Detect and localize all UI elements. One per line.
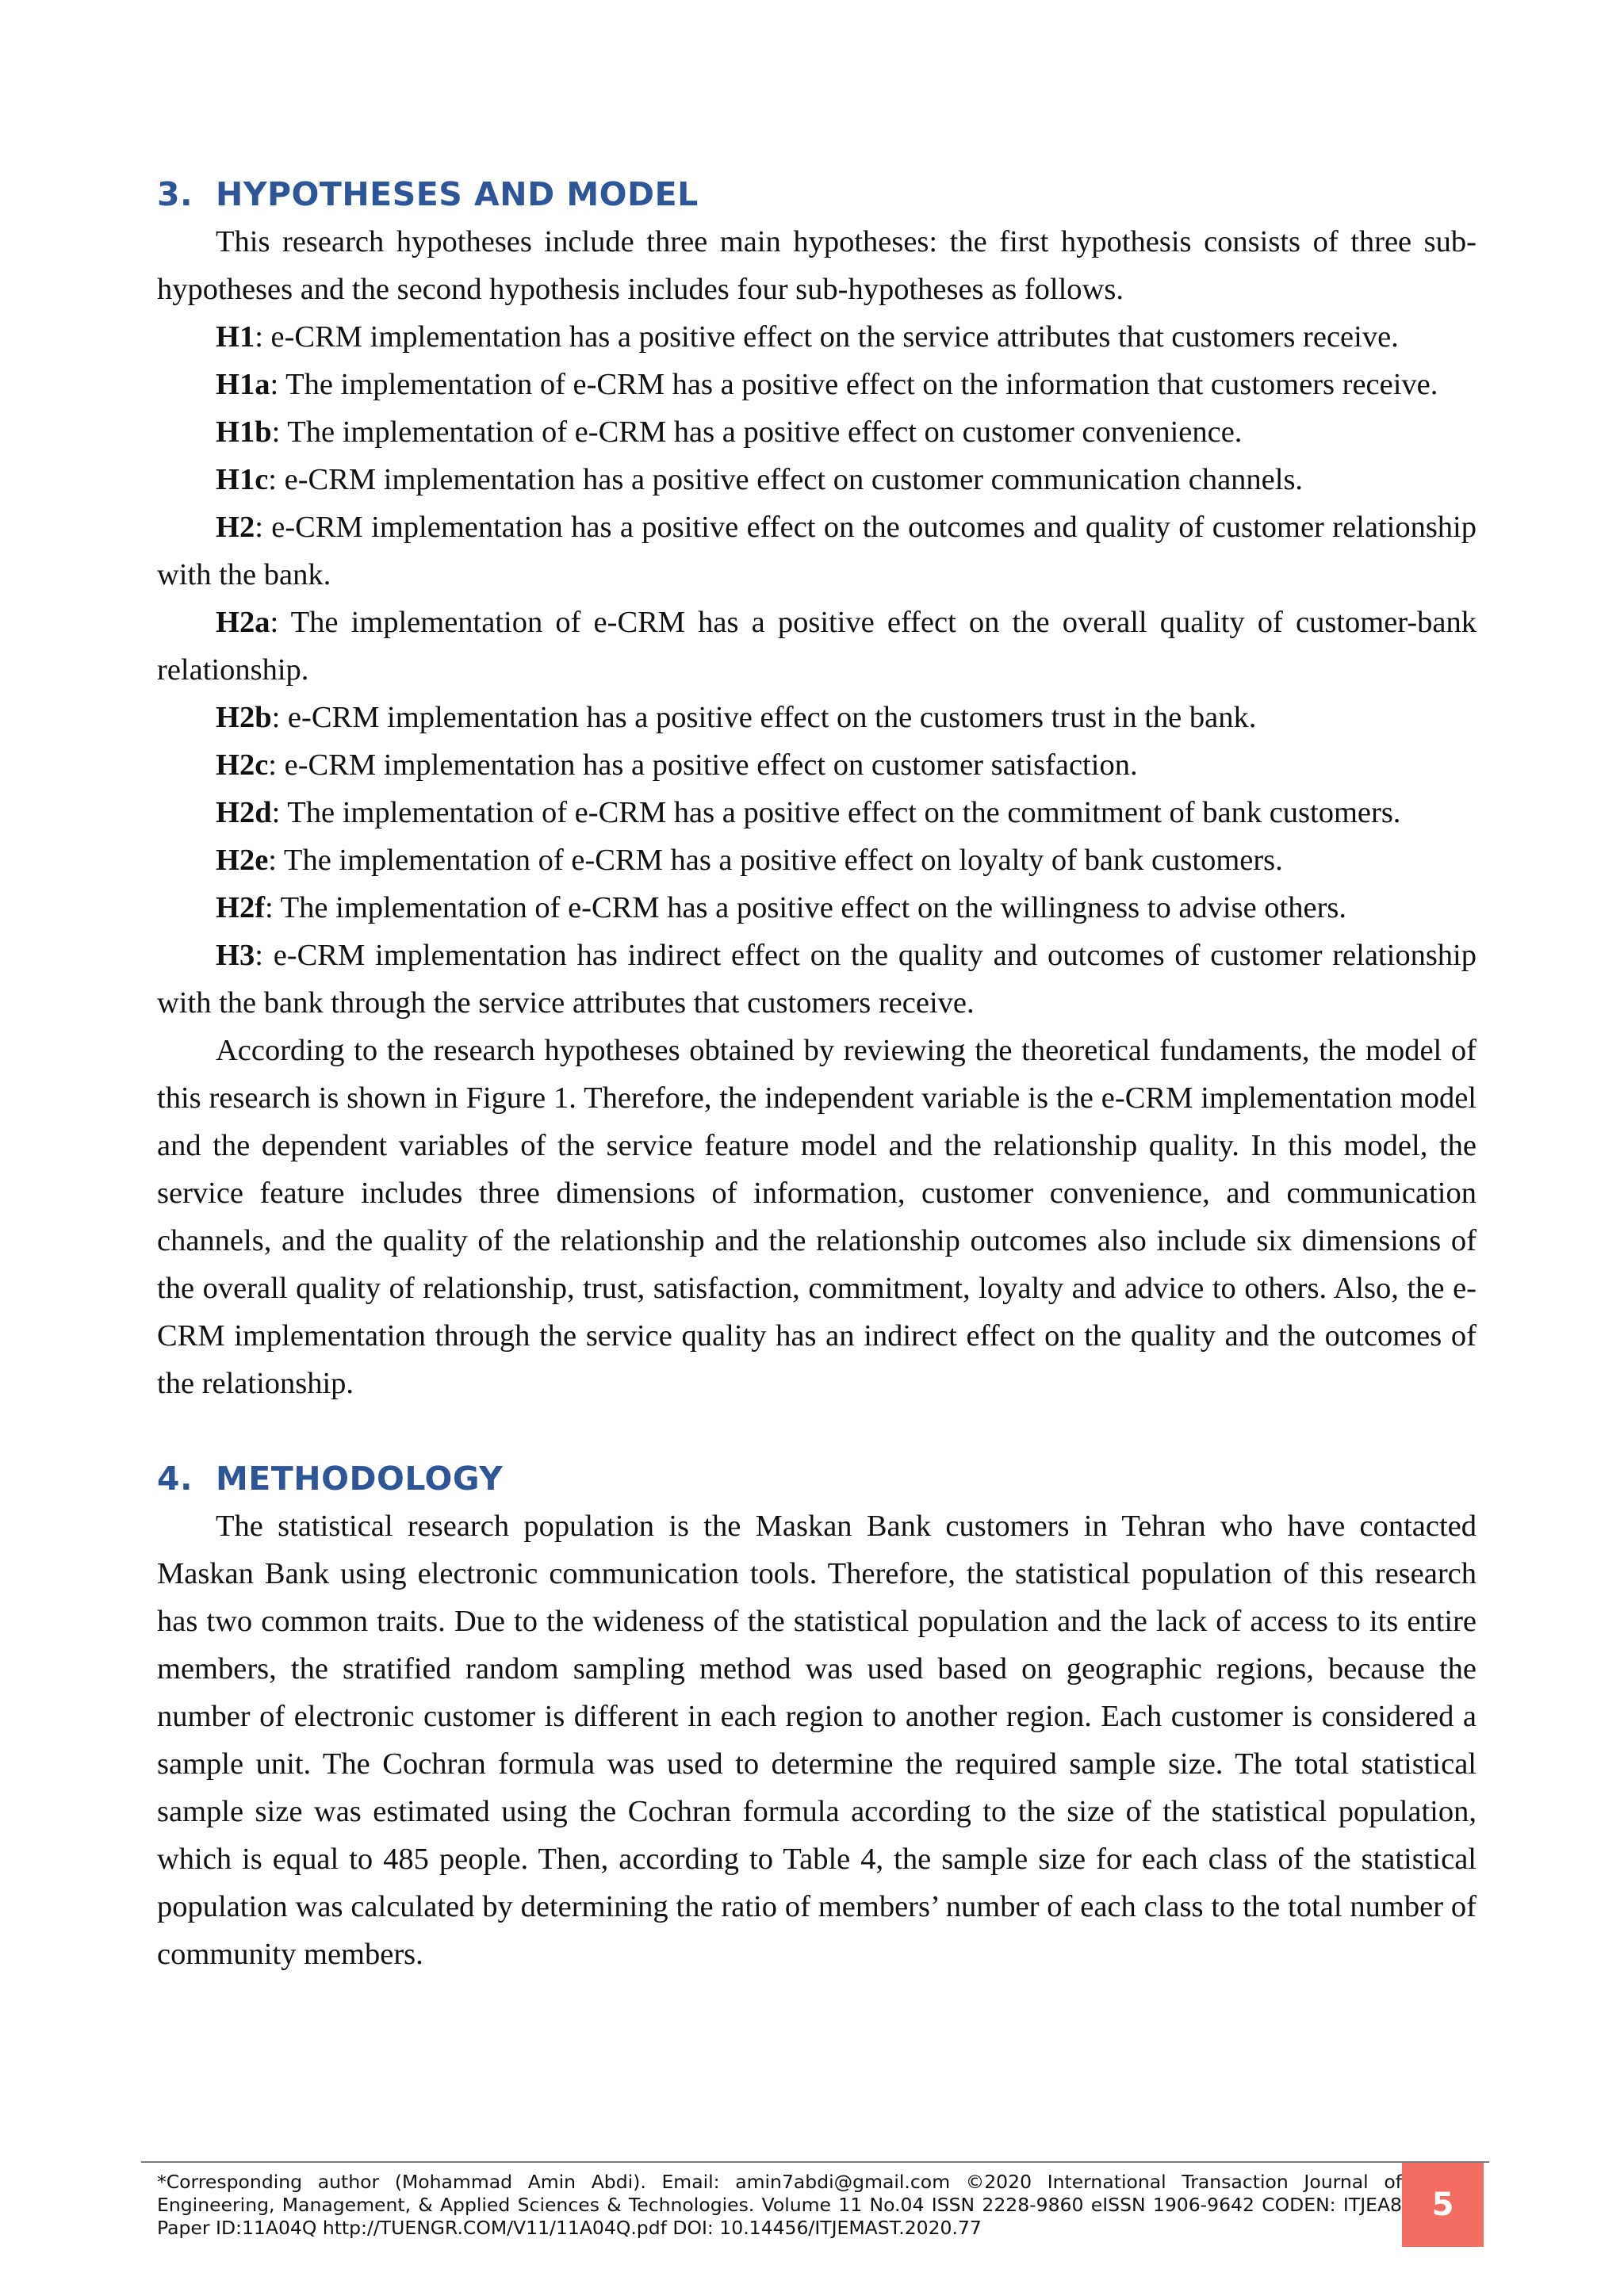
hypothesis-label: H2a bbox=[216, 606, 270, 639]
hypothesis-text: : The implementation of e-CRM has a positive effect on the information that customers receive. bbox=[270, 368, 1438, 401]
hypothesis-item bbox=[157, 361, 1477, 408]
hypothesis-item bbox=[157, 313, 1477, 361]
hypothesis-label: H1a bbox=[216, 368, 270, 401]
hypothesis-label: H2c bbox=[216, 748, 269, 782]
hypothesis-text: : e-CRM implementation has indirect effect on the quality and outcomes of customer relationship with the bank through the service attributes that customers receive. bbox=[157, 939, 1477, 1020]
hypothesis-label: H2 bbox=[216, 511, 255, 544]
hypothesis-text: : The implementation of e-CRM has a positive effect on the willingness to advise others. bbox=[265, 891, 1347, 924]
hypothesis-item bbox=[157, 789, 1477, 836]
hypothesis-item bbox=[157, 503, 1477, 599]
page-footer bbox=[141, 2161, 1489, 2239]
hypothesis-text: : e-CRM implementation has a positive effect on the service attributes that customers receive. bbox=[255, 320, 1399, 354]
hypothesis-text: : The implementation of e-CRM has a positive effect on loyalty of bank customers. bbox=[268, 844, 1283, 877]
section-spacer bbox=[157, 1407, 1477, 1455]
hypothesis-label: H2f bbox=[216, 891, 266, 924]
hypothesis-text: : The implementation of e-CRM has a positive effect on the overall quality of customer-bank relationship. bbox=[157, 606, 1477, 687]
hypothesis-item bbox=[157, 408, 1477, 456]
page-number-badge bbox=[1402, 2163, 1484, 2247]
intro-paragraph: This research hypotheses include three main hypotheses: the first hypothesis consists of three sub-hypotheses and the second hypothesis includes four sub-hypotheses as follows. bbox=[157, 225, 1477, 306]
methodology-paragraph: The statistical research population is the Maskan Bank customers in Tehran who have contacted Maskan Bank using electronic communication tools. Therefore, the statistical population of this research has two common traits. Due to the wideness of the statistical population and the lack of access to its entire members, the stratified random sampling method was used based on geographic regions, because the number of electronic customer is different in each region to another region. Each customer is considered a sample unit. The Cochran formula was used to determine the required sample size. The total statistical sample size was estimated using the Cochran formula according to the size of the statistical population, which is equal to 485 people. Then, according to Table 4, the sample size for each class of the statistical population was calculated by determining the ratio of members’ number of each class to the total number of community members. bbox=[157, 1510, 1477, 1971]
hypothesis-text: : e-CRM implementation has a positive effect on customer communication channels. bbox=[268, 463, 1304, 496]
hypotheses-list bbox=[157, 313, 1477, 1027]
hypothesis-item bbox=[157, 884, 1477, 932]
section-title: METHODOLOGY bbox=[216, 1460, 504, 1498]
hypothesis-item bbox=[157, 836, 1477, 884]
hypothesis-label: H2e bbox=[216, 844, 269, 877]
hypothesis-text: : e-CRM implementation has a positive effect on the outcomes and quality of customer relationship with the bank. bbox=[157, 511, 1477, 591]
hypothesis-item bbox=[157, 599, 1477, 694]
hypothesis-label: H1 bbox=[216, 320, 255, 354]
hypothesis-text: : The implementation of e-CRM has a positive effect on the commitment of bank customers. bbox=[271, 796, 1401, 829]
section-title: HYPOTHESES AND MODEL bbox=[216, 175, 699, 213]
hypothesis-text: : e-CRM implementation has a positive effect on the customers trust in the bank. bbox=[271, 701, 1257, 734]
hypothesis-text: : e-CRM implementation has a positive effect on customer satisfaction. bbox=[268, 748, 1138, 782]
hypothesis-label: H3 bbox=[216, 939, 255, 972]
hypothesis-label: H1c bbox=[216, 463, 269, 496]
hypothesis-item bbox=[157, 932, 1477, 1027]
hypothesis-item bbox=[157, 741, 1477, 789]
hypothesis-text: : The implementation of e-CRM has a positive effect on customer convenience. bbox=[271, 415, 1243, 449]
hypothesis-item bbox=[157, 694, 1477, 741]
page-number: 5 bbox=[1431, 2187, 1454, 2223]
corresponding-author-footnote: *Corresponding author (Mohammad Amin Abdi). Email: amin7abdi@gmail.com ©2020 International Transaction Journal of Engineering, Management, & Applied Sciences & Technologies. Volume 11 No.04 ISSN 2228-9860 eISSN 1906-9642 CODEN: ITJEA8 Paper ID:11A04Q http://TUENGR.COM/V11/11A04Q.pdf DOI: 10.14456/ITJEMAST.2020.77 bbox=[157, 2171, 1402, 2239]
main-content bbox=[157, 170, 1477, 1978]
hypothesis-label: H1b bbox=[216, 415, 272, 449]
hypothesis-label: H2b bbox=[216, 701, 272, 734]
hypothesis-label: H2d bbox=[216, 796, 272, 829]
hypothesis-item bbox=[157, 456, 1477, 503]
section-number: 3. bbox=[157, 175, 193, 213]
section-heading-methodology bbox=[157, 1455, 1477, 1502]
model-paragraph: According to the research hypotheses obtained by reviewing the theoretical fundaments, the model of this research is shown in Figure 1. Therefore, the independent variable is the e-CRM implementation model and the dependent variables of the service feature model and the relationship quality. In this model, the service feature includes three dimensions of information, customer convenience, and communication channels, and the quality of the relationship and the relationship outcomes also include six dimensions of the overall quality of relationship, trust, satisfaction, commitment, loyalty and advice to others. Also, the e-CRM implementation through the service quality has an indirect effect on the quality and the outcomes of the relationship. bbox=[157, 1034, 1477, 1400]
section-heading-hypotheses bbox=[157, 170, 1477, 218]
section-number: 4. bbox=[157, 1460, 193, 1498]
